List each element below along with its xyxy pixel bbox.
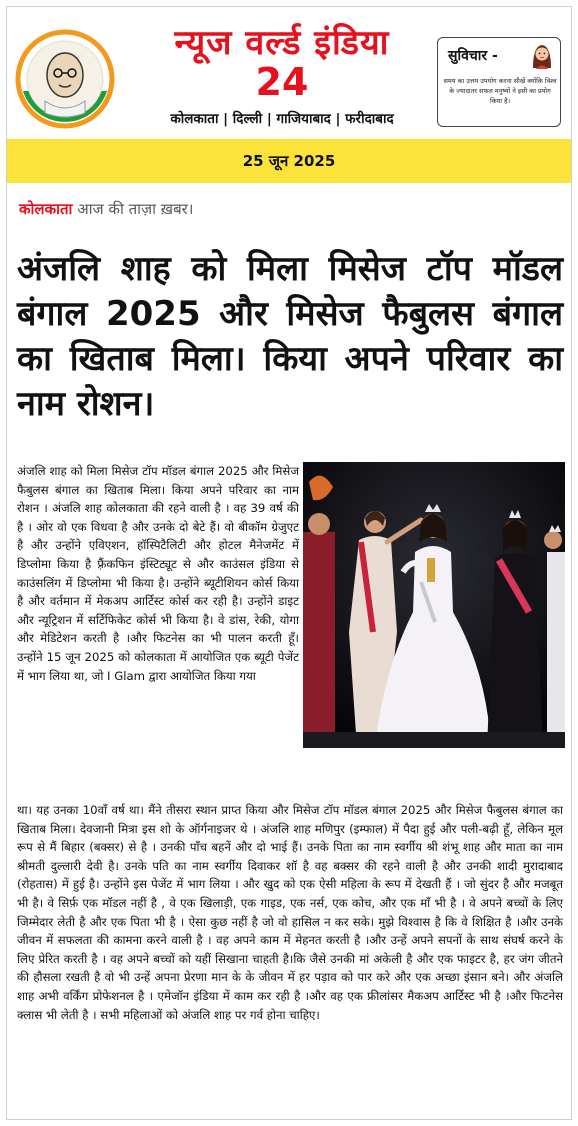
masthead <box>127 23 437 127</box>
date-bar <box>7 139 571 183</box>
dateline-city: कोलकाता <box>19 200 73 218</box>
headline: अंजलि शाह को मिला मिसेज टॉप मॉडल बंगाल 2025 और मिसेज फैबुलस बंगाल का खिताब मिला। किया अपने परिवार का नाम रोशन। <box>17 249 563 424</box>
newspaper-page <box>6 6 572 1120</box>
article-paragraph-left: अंजलि शाह को मिला मिसेज टॉप मॉडल बंगाल 2025 और मिसेज फैबुलस बंगाल का खिताब मिला। किया अपने परिवार का नाम रोशन । अंजलि शाह कोलकाता की रहने वाली है । वह 39 वर्ष की है । ओर वो एक विधवा है और उनके दो बेटे हैं। वो बीकॉम ग्रेजुएट है और उन्होंने एविएशन, हॉस्पिटैलिटी और होटल मैनेजमेंट में डिप्लोमा किया है फ़्रैंकफिन इंस्टिट्यूट से और काउंसल इंडिया से काउंसलिंग में डिप्लोमा भी किया है। उन्होंने ब्यूटीशियन कोर्स किया है और वर्तमान में मेकअप आर्टिस्ट कोर्स कर रही है। उन्होंने डाइट और न्यूट्रिशन में सर्टिफिकेट कोर्स भी किया है। वे डांस, रेकी, योगा और मेडिटेशन करती है ।और फिटनेस का भी पालन करती हूँ। उन्होंने 15 जून 2025 को कोलकाता में आयोजित एक ब्यूटी पेजेंट में भाग लिया था, जो I Glam द्वारा आयोजित किया गया <box>17 464 299 683</box>
article-paragraph-full: था। यह उनका 10वाँ वर्ष था। मैंने तीसरा स्थान प्राप्त किया और मिसेज टॉप मॉडल बंगाल 2025 और मिसेज फैबुलस बंगाल का खिताब मिला। देवजानी मित्रा इस शो के ऑर्गनाइजर थे । अंजलि शाह मणिपुर (इम्फाल) में पैदा हुई और पली-बढ़ी हूँ, लेकिन मूल रूप से मैं बिहार (बक्सर) से है । उनकी पाँच बहनें और दो भाई हैं। उनके पिता का नाम स्वर्गीय श्री शंभू शाह और माता का नाम श्रीमती दुल्लारी देवी है। उनके पति का नाम स्वर्गीय दिवाकर शॉ है वह बक्सर की रहने वाली है और उनकी शादी मुरादाबाद (रोहतास) में हुई है। उन्होंने इस पेजेंट में भाग लिया । और खुद को एक ऐसी महिला के रूप में देखती हैं । जो सुंदर है और मजबूत भी है। वे सिर्फ़ एक मॉडल नहीं है , वे एक खिलाड़ी, एक गाइड, एक नर्स, एक कोच, और एक माँ भी है । वे अपने बच्चों के लिए जिम्मेदार लेती है और एक पिता भी है । ऐसा कुछ नहीं है जो वो हासिल न कर सके। मुझे विश्वास है कि वे शिक्षित है ।और उनके जीवन में सफलता की कामना करने वाली है । वह अपने काम में मेहनत करती है ।और उन्हें अपने सपनों के साथ संघर्ष करने के लिए प्रेरित करती है । वह अपने बच्चों को यहीं सिखाना चाहती है।कि जैसे उनकी मां अकेली है और एक फाइटर है, हर जंग जीतने की हौसला रखती है वो भी उन्हें अपना प्रेरणा मान के के जीवन में हर पड़ाव को पार करे और एक अच्छा इंसान बने। और अंजलि शाह अभी वर्किंग प्रोफेशनल है । एमेजॉन इंडिया में काम कर रही है ।और वह एक फ्रीलांसर मैकअप आर्टिस्ट भी है ।और फिटनेस क्लास भी लेती है । सभी महिलाओं को अंजलि शाह पर गर्व होना चाहिए। <box>17 803 563 1022</box>
thought-box <box>437 37 561 127</box>
masthead-title: न्यूज वर्ल्ड इंडिया <box>174 23 390 63</box>
dateline <box>19 199 193 219</box>
girl-avatar-icon <box>530 42 554 70</box>
thought-text: समय का उत्तम उपयोग करना सीखें क्योंकि विश्व के ज्यादातर सफल मनुष्यों ने इसी का प्रयोग किया है। <box>443 77 557 105</box>
article-photo <box>303 462 565 748</box>
issue-date: 25 जून 2025 <box>242 152 336 170</box>
masthead-number: 24 <box>255 60 309 104</box>
masthead-cities: कोलकाता | दिल्ली | गाजियाबाद | फरीदाबाद <box>170 111 394 127</box>
thought-title: सुविचार - <box>448 48 498 64</box>
gandhi-logo-icon <box>15 29 115 129</box>
dateline-rest: आज की ताज़ा ख़बर। <box>72 200 194 218</box>
